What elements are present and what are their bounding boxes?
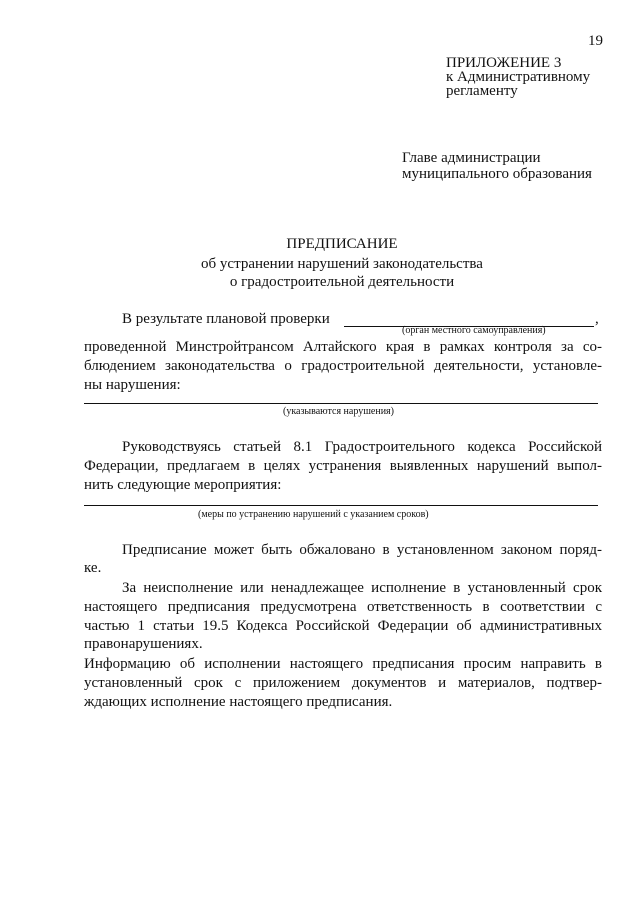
intro-lead: В результате плановой проверки xyxy=(122,311,330,327)
page-number: 19 xyxy=(588,33,603,49)
intro-line-2: блюдением законодательства о градостроительной деятельности, установле- xyxy=(84,358,602,374)
intro-line-3: ны нарушения: xyxy=(84,377,181,393)
liability-line-1: За неисполнение или ненадлежащее исполнение в установленный срок xyxy=(122,580,602,596)
violations-blank-line xyxy=(84,403,598,404)
appendix-line-2: к Административному xyxy=(446,69,591,85)
title-subtitle-2: о градостроительной деятельности xyxy=(229,274,455,290)
violations-caption: (указываются нарушения) xyxy=(283,406,394,417)
intro-line-1: проведенной Минстройтрансом Алтайского края в рамках контроля за со- xyxy=(84,339,602,355)
report-line-3: ждающих исполнение настоящего предписания. xyxy=(84,694,393,710)
guidance-line-2: Федерации, предлагаем в целях устранения выявленных нарушений выпол- xyxy=(84,458,602,474)
authority-caption: (орган местного самоуправления) xyxy=(402,325,546,336)
measures-blank-line xyxy=(84,505,598,506)
addressee-line-2: муниципального образования xyxy=(402,166,592,182)
appendix-heading: ПРИЛОЖЕНИЕ 3 xyxy=(446,55,562,71)
report-line-1: Информацию об исполнении настоящего предписания просим направить в xyxy=(84,656,602,672)
appendix-line-3: регламенту xyxy=(446,83,518,99)
liability-line-2: настоящего предписания предусмотрена ответственность в соответствии с xyxy=(84,599,602,615)
intro-comma: , xyxy=(595,311,599,327)
liability-line-3: частью 1 статьи 19.5 Кодекса Российской Федерации об административных xyxy=(84,618,602,634)
document-title: ПРЕДПИСАНИЕ xyxy=(286,236,398,252)
liability-line-4: правонарушениях. xyxy=(84,636,203,652)
appeal-line-2: ке. xyxy=(84,560,102,576)
guidance-line-1: Руководствуясь статьей 8.1 Градостроительного кодекса Российской xyxy=(122,439,602,455)
report-line-2: установленный срок с приложением документов и материалов, подтвер- xyxy=(84,675,602,691)
addressee-line-1: Главе администрации xyxy=(402,150,541,166)
appeal-line-1: Предписание может быть обжаловано в установленном законом поряд- xyxy=(122,542,602,558)
measures-caption: (меры по устранению нарушений с указанием сроков) xyxy=(198,509,429,520)
title-subtitle-1: об устранении нарушений законодательства xyxy=(201,256,483,272)
guidance-line-3: нить следующие мероприятия: xyxy=(84,477,282,493)
